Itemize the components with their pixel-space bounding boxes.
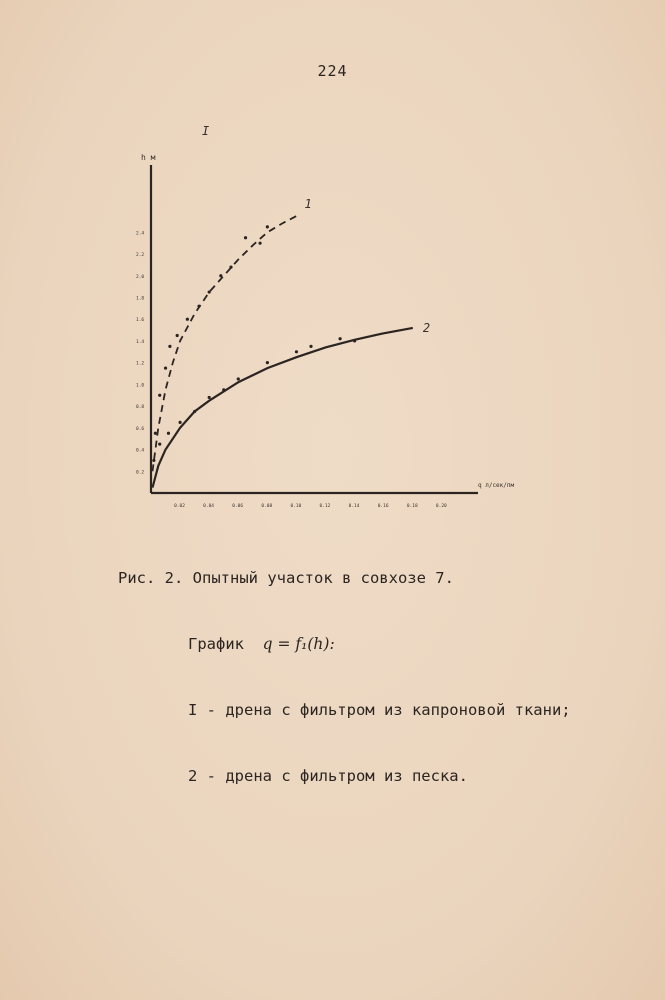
series-2-point [295, 350, 298, 353]
series-1-point [258, 242, 261, 245]
series-2-point [222, 388, 225, 391]
series-2-point [167, 432, 170, 435]
caption-graph-prefix: График [188, 635, 244, 653]
x-axis-label: q л/сек/пм [478, 482, 515, 489]
caption-line-graph [118, 633, 571, 655]
series-1-point [208, 290, 211, 293]
series-2-point [152, 459, 155, 462]
series-1-point [266, 225, 269, 228]
y-axis-label: h м [141, 153, 156, 162]
y-tick-label: 1.6 [136, 318, 145, 324]
caption-label: Рис. 2. [118, 569, 184, 587]
x-tick-label: 0.04 [203, 504, 215, 509]
y-tick-label: 0.4 [136, 448, 145, 454]
y-tick-label: 2.2 [136, 253, 145, 259]
y-tick-label: 1.0 [136, 383, 145, 389]
y-tick-label: 2.4 [136, 231, 145, 237]
series-1-point [158, 394, 161, 397]
y-tick-label: 1.2 [136, 361, 145, 367]
series-1-point [229, 265, 232, 268]
series-1-point [154, 432, 157, 435]
series-2-point [237, 377, 240, 380]
series-2-curve [153, 328, 413, 488]
series-2-point [178, 421, 181, 424]
series-2-point [266, 361, 269, 364]
series-1-point [186, 318, 189, 321]
y-tick-label: 0.8 [136, 405, 145, 411]
x-tick-label: 0.20 [435, 504, 447, 509]
y-tick-label: 2.0 [136, 274, 145, 280]
series-2-point [158, 443, 161, 446]
x-tick-label: 0.02 [174, 504, 185, 509]
caption-title: Опытный участок в совхозе 7. [192, 569, 454, 587]
y-tick-label: 1.4 [136, 339, 145, 345]
y-tick-label: 1.8 [136, 296, 145, 302]
series-1-point [244, 236, 247, 239]
series-1-point [176, 334, 179, 337]
series-1-label: 1 [304, 197, 312, 212]
x-tick-label: 0.14 [348, 504, 360, 509]
series-2-point [338, 337, 341, 340]
series-2-label: 2 [422, 320, 431, 335]
series-2-point [353, 339, 356, 342]
series-1-point [219, 274, 222, 277]
series-1-point [168, 345, 171, 348]
series-2-point [208, 396, 211, 399]
caption-formula: q = f₁(h): [262, 635, 335, 653]
x-tick-label: 0.06 [232, 504, 244, 509]
series-1-point [164, 366, 167, 369]
y-tick-label: 0.6 [136, 426, 145, 432]
x-tick-label: 0.10 [290, 504, 302, 509]
caption-legend-1: I - дрена с фильтром из капроновой ткани; [188, 701, 571, 719]
annotation-roman-one: I [202, 124, 210, 138]
series-1-point [197, 305, 200, 308]
figure-caption [118, 523, 571, 831]
y-tick-label: 0.2 [136, 470, 145, 476]
x-tick-label: 0.18 [406, 504, 418, 509]
caption-line-title [118, 567, 571, 589]
x-tick-label: 0.16 [377, 504, 389, 509]
series-2-point [309, 345, 312, 348]
series-2-point [193, 410, 196, 413]
x-tick-label: 0.08 [261, 504, 273, 509]
x-tick-label: 0.12 [319, 504, 331, 509]
page-number: 224 [317, 62, 348, 80]
caption-legend-2: 2 - дрена с фильтром из песка. [188, 767, 468, 785]
series-1-curve [153, 216, 297, 471]
